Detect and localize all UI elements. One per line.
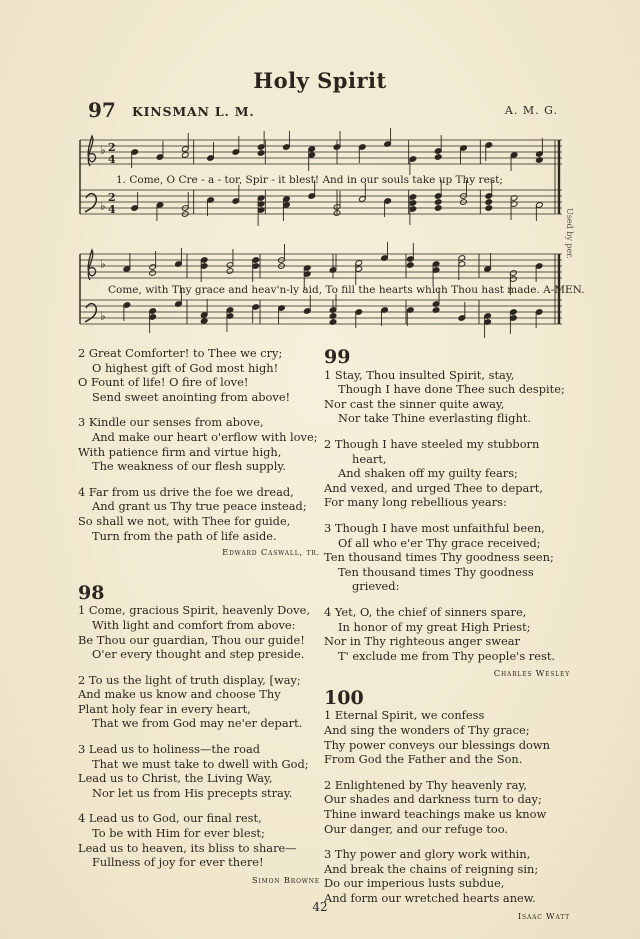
note-head — [407, 262, 415, 269]
hymn-100-credit: Isaac Watt — [517, 910, 570, 921]
stanza-line: 2 Great Comforter! to Thee we cry; — [78, 346, 283, 360]
hymn-97-composer: A. M. G. — [504, 104, 558, 117]
flat-sign: ♭ — [100, 143, 106, 157]
flat-sign: ♭ — [100, 309, 106, 323]
note-head — [485, 205, 493, 212]
stanza-line: And make our heart o'erflow with love; — [92, 429, 318, 444]
stanza-line: Nor let us from His precepts stray. — [92, 785, 293, 800]
note-head — [434, 205, 442, 212]
hymn-98-number: 98 — [78, 581, 105, 604]
stanza-line: Nor in Thy righteous anger swear — [324, 634, 520, 649]
stanza — [324, 778, 570, 836]
hymn-97-header — [88, 100, 558, 124]
hymn-100-number: 100 — [324, 686, 364, 709]
stanza-line: Turn from the path of life aside. — [92, 528, 277, 543]
stanza — [78, 603, 320, 661]
stanza-line: Be Thou our guardian, Thou our guide! — [78, 632, 305, 647]
stanza-line: The weakness of our flesh supply. — [92, 459, 286, 474]
stanza-line: And shaken off my guilty fears; — [338, 466, 518, 481]
stanza-line: O highest gift of God most high! — [92, 360, 279, 375]
stanza-line: 4 Yet, O, the chief of sinners spare, — [324, 604, 527, 619]
hymn-97-number: 97 — [88, 98, 116, 122]
stanza-line: 3 Lead us to holiness—the road — [78, 742, 261, 757]
stanza-line: Of all who e'er Thy grace received; — [338, 535, 541, 550]
stanza — [78, 415, 320, 473]
stanza-line: From God the Father and the Son. — [324, 752, 523, 767]
stanza — [78, 811, 320, 869]
stanza — [324, 708, 570, 766]
note-head — [485, 199, 493, 206]
stanza-line: 4 Lead us to God, our final rest, — [78, 811, 262, 826]
hymn-97-stanzas — [78, 346, 320, 543]
stanza-line: Our danger, and our refuge too. — [324, 821, 509, 836]
left-column — [78, 346, 320, 897]
stanza-line: Though I have done Thee such despite; — [338, 382, 565, 397]
stanza-line: That we from God may ne'er depart. — [92, 716, 303, 731]
stanza-line: Thy power conveys our blessings down — [324, 737, 550, 752]
hymn-100-stanzas — [324, 708, 570, 905]
stanza-line: 2 Though I have steeled my stubborn — [324, 436, 540, 451]
hymn-97-lyric-line-1: 1. Come, O Cre - a - tor, Spir - it blest! And in our souls take up Thy rest; — [116, 174, 503, 186]
hymn-98-stanzas — [78, 603, 320, 870]
note-head — [200, 318, 208, 325]
stanza-line: And sing the wonders of Thy grace; — [324, 723, 530, 738]
stanza — [324, 368, 570, 426]
stanza-line: 2 To us the light of truth display, [way; — [78, 672, 301, 687]
flat-sign: ♭ — [100, 199, 106, 213]
stanza-line: For many long rebellious years: — [324, 495, 507, 510]
hymn-98-credit: Simon Browne — [251, 874, 320, 885]
stanza-line: And grant us Thy true peace instead; — [92, 499, 307, 514]
stanza-line: And break the chains of reigning sin; — [324, 861, 539, 876]
stanza — [78, 346, 320, 404]
stanza-line: Thine inward teachings make us know — [324, 807, 547, 822]
stanza — [324, 605, 570, 663]
stanza-line: Lead us to heaven, its bliss to share— — [78, 840, 297, 855]
stanza-line: To be with Him for ever blest; — [92, 826, 265, 841]
stanza-line: Ten thousand times Thy goodness seen; — [324, 550, 554, 565]
stanza-line: That we must take to dwell with God; — [92, 756, 309, 771]
flat-sign: ♭ — [100, 257, 106, 271]
stanza-line: And make us know and choose Thy — [78, 687, 281, 702]
stanza — [324, 847, 570, 905]
stanza-line: 3 Kindle our senses from above, — [78, 415, 264, 430]
stanza-line: Plant holy fear in every heart, — [78, 701, 251, 716]
stanza-line: In honor of my great High Priest; — [338, 619, 531, 634]
stanza-line: T' exclude me from Thy people's rest. — [338, 648, 556, 663]
hymn-97-lyric-line-2: Come, with Thy grace and heav'n-ly aid, To fill the hearts which Thou hast made. A-MEN. — [108, 284, 585, 296]
right-column — [324, 346, 570, 933]
treble-clef — [88, 136, 95, 166]
stanza-line: 2 Enlightened by Thy heavenly ray, — [324, 777, 527, 792]
stanza-line: 1 Eternal Spirit, we confess — [324, 708, 485, 723]
hymn-99-credit: Charles Wesley — [493, 668, 570, 679]
stanza-line: And form our wretched hearts anew. — [324, 891, 536, 905]
stanza-line: Send sweet anointing from above! — [92, 389, 291, 404]
stanza-line: With patience firm and virtue high, — [78, 444, 282, 459]
stanza — [324, 437, 570, 510]
stanza-line: Our shades and darkness turn to day; — [324, 792, 542, 807]
stanza-line: Nor take Thine everlasting flight. — [338, 411, 531, 426]
stanza-line: 4 Far from us drive the foe we dread, — [78, 484, 294, 499]
stanza-line: Do our imperious lusts subdue, — [324, 876, 505, 891]
hymn-97-credit: Edward Caswall, tr. — [222, 547, 320, 558]
section-title: Holy Spirit — [253, 68, 387, 93]
time-signature: 4 — [108, 153, 116, 166]
hymn-97-tune: KINSMAN L. M. — [132, 104, 255, 119]
stanza-line: heart, — [352, 451, 387, 466]
stanza-line: 3 Thy power and glory work within, — [324, 847, 531, 862]
note-head — [226, 268, 234, 275]
stanza-line: Fullness of joy for ever there! — [92, 855, 264, 870]
stanza — [324, 521, 570, 594]
note-head — [434, 199, 442, 206]
time-signature: 4 — [108, 203, 116, 216]
stanza — [78, 485, 320, 543]
stanza-line: Ten thousand times Thy goodness — [338, 564, 534, 579]
stanza-line: Nor cast the sinner quite away, — [324, 396, 505, 411]
music-staff-system-1 — [76, 126, 566, 246]
stanza-line: With light and comfort from above: — [92, 617, 296, 632]
hymn-99-number: 99 — [324, 346, 351, 368]
stanza-line: So shall we not, with Thee for guide, — [78, 513, 291, 528]
treble-clef — [88, 250, 95, 280]
stanza-line: And vexed, and urged Thee to depart, — [324, 480, 543, 495]
stanza-line: 3 Though I have most unfaithful been, — [324, 520, 545, 535]
stanza — [78, 742, 320, 800]
note-head — [434, 154, 442, 161]
stanza-line: O Fount of life! O fire of love! — [78, 375, 249, 390]
stanza — [78, 673, 320, 731]
stanza-line: 1 Come, gracious Spirit, heavenly Dove, — [78, 603, 310, 618]
time-signature: 2 — [108, 191, 116, 204]
permission-note: Used by per. — [565, 208, 574, 259]
time-signature: 2 — [108, 141, 116, 154]
note-head — [181, 152, 189, 159]
page-number: 42 — [312, 900, 328, 914]
hymn-99-stanzas — [324, 368, 570, 664]
stanza-line: O'er every thought and step preside. — [92, 647, 305, 662]
stanza-line: 1 Stay, Thou insulted Spirit, stay, — [324, 367, 515, 382]
note-head — [257, 150, 265, 157]
note-head — [149, 270, 157, 277]
stanza-line: grieved: — [352, 579, 400, 594]
stanza-line: Lead us to Christ, the Living Way, — [78, 771, 273, 786]
